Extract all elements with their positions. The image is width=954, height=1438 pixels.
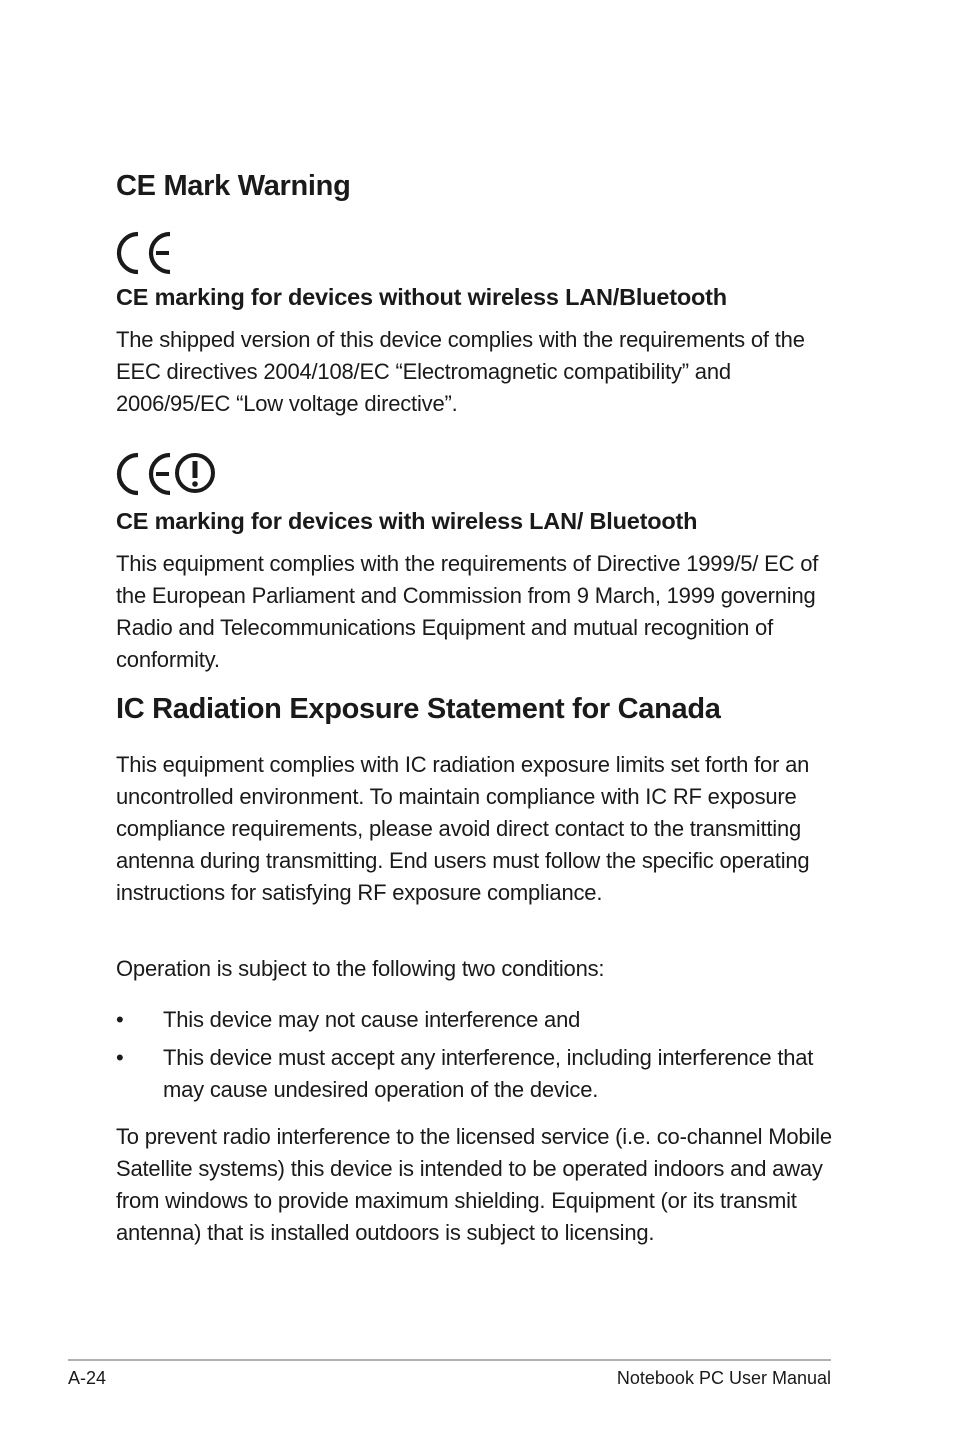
- ce-alert-mark-icon: [114, 451, 218, 497]
- bullet-icon: •: [116, 1045, 124, 1070]
- ce-with-wireless-text: This equipment complies with the requirements of Directive 1999/5/ EC of the European Parliament and Commission from 9 March, 1999 governing Radio and Telecommunications Equipment and mutual recognition of conformity.: [116, 551, 819, 672]
- ic-section-title: IC Radiation Exposure Statement for Canada: [116, 693, 721, 725]
- list-item: [116, 1042, 834, 1106]
- ic-intro-text: This equipment complies with IC radiation exposure limits set forth for an uncontrolled environment. To maintain compliance with IC RF exposure compliance requirements, please avoid direct contact to the transmitting antenna during transmitting. End users must follow the specific operating instructions for satisfying RF exposure compliance.: [116, 752, 810, 905]
- ce-mark-warning-title: CE Mark Warning: [116, 170, 351, 202]
- ce-without-wireless-text: The shipped version of this device complies with the requirements of the EEC directives 2004/108/EC “Electromagnetic compatibility” and 2006/95/EC “Low voltage directive”.: [116, 327, 805, 416]
- ce-mark-icon: [114, 230, 174, 276]
- ce-without-wireless-heading: CE marking for devices without wireless LAN/Bluetooth: [116, 284, 727, 310]
- condition-text: This device may not cause interference and: [163, 1007, 581, 1032]
- ce-with-wireless-heading: CE marking for devices with wireless LAN/ Bluetooth: [116, 508, 698, 534]
- bullet-icon: •: [116, 1007, 124, 1032]
- conditions-list: [116, 1004, 834, 1112]
- condition-text: This device must accept any interference, including interference that may cause undesired operation of the device.: [163, 1045, 814, 1102]
- ic-conditions-intro: Operation is subject to the following two conditions:: [116, 956, 605, 981]
- ic-closing-text: To prevent radio interference to the licensed service (i.e. co-channel Mobile Satellite systems) this device is intended to be operated indoors and away from windows to provide maximum shielding. Equipment (or its transmit antenna) that is installed outdoors is subject to licensing.: [116, 1124, 832, 1245]
- manual-title: Notebook PC User Manual: [616, 1368, 831, 1388]
- page-number: A-24: [68, 1368, 107, 1388]
- list-item: [116, 1004, 834, 1036]
- footer-divider: [68, 1359, 831, 1361]
